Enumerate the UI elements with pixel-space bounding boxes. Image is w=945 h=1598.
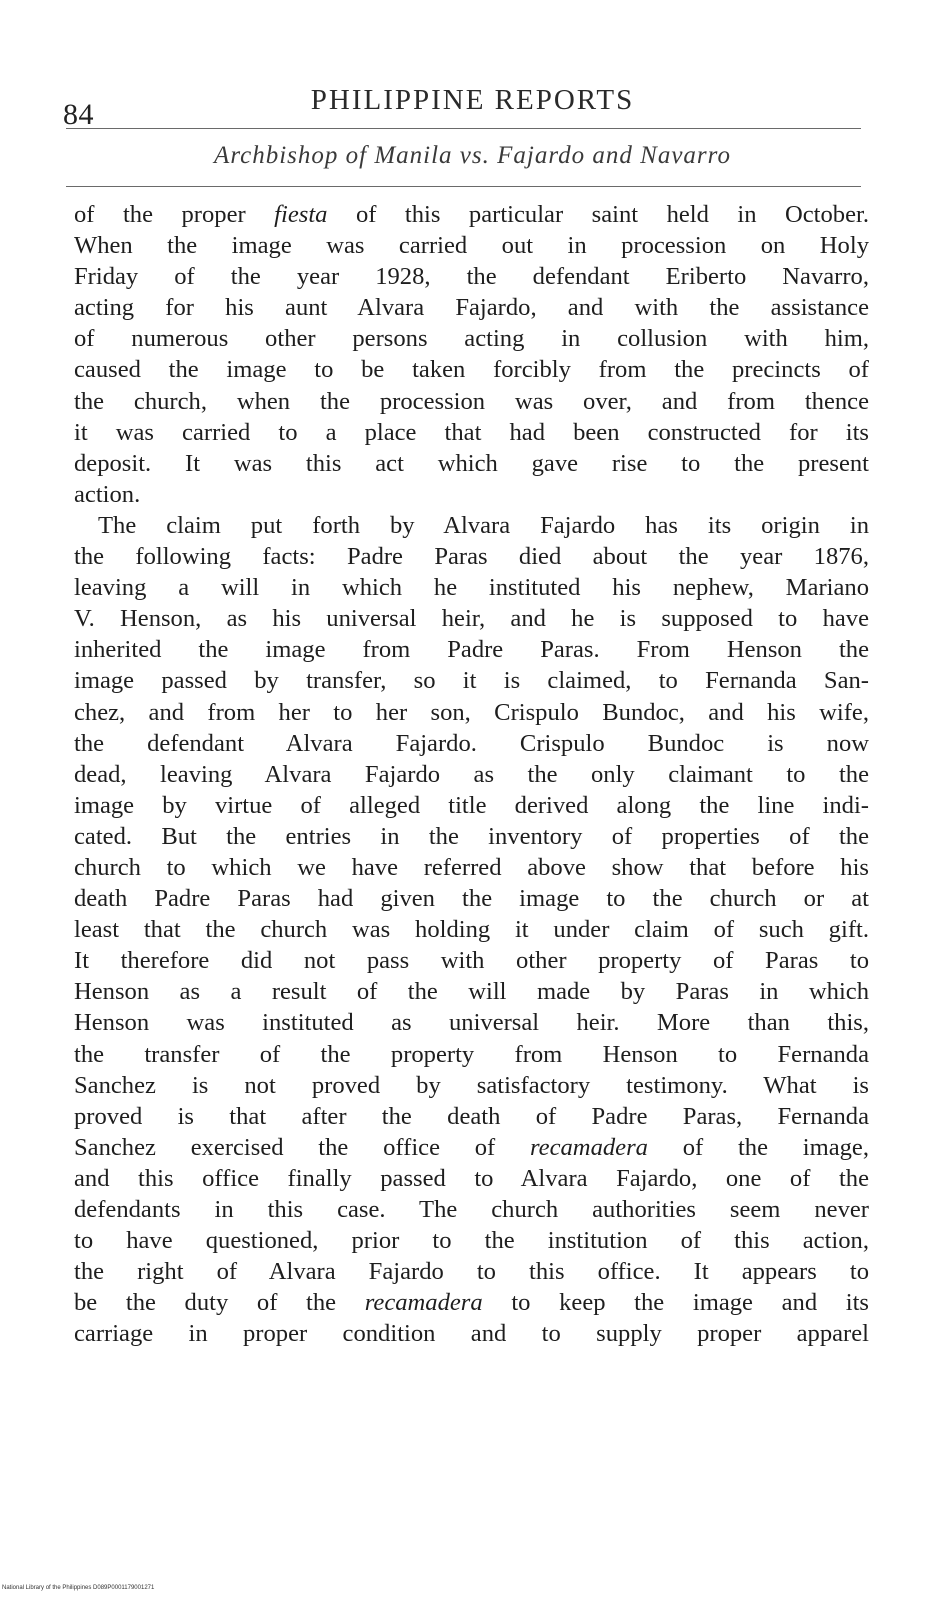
text-segment: proved is that after the death of Padre Paras, Fernanda [74,1102,869,1130]
text-line [74,945,869,976]
text-line [74,261,869,292]
text-line [74,697,869,728]
text-line [74,417,869,448]
body-text [74,199,869,1349]
text-line [74,883,869,914]
text-segment: Sanchez exercised the office of [74,1133,531,1161]
scan-credit: National Library of the Philippines D089P0001179001271 [2,1585,155,1591]
text-segment: cated. But the entries in the inventory of properties of the [74,822,869,850]
text-segment: the right of Alvara Fajardo to this office. It appears to [74,1258,869,1286]
text-segment: inherited the image from Padre Paras. From Henson the [74,636,869,664]
text-segment: The claim put forth by Alvara Fajardo has its origin in [98,511,869,539]
text-segment: It therefore did not pass with other property of Paras to [74,947,869,975]
text-segment: the church, when the procession was over, and from thence [74,387,869,415]
text-segment: image passed by transfer, so it is claimed, to Fernanda San- [74,667,869,695]
text-segment: and this office finally passed to Alvara Fajardo, one of the [74,1164,869,1192]
text-segment: of the proper [74,201,275,228]
text-segment: of numerous other persons acting in collusion with him, [74,325,869,353]
text-line [74,1163,869,1194]
text-segment: defendants in this case. The church authorities seem never [74,1196,869,1223]
header-rule-bottom [66,186,861,187]
italic-term: fiesta [274,201,328,228]
text-segment: the defendant Alvara Fajardo. Crispulo Bundoc is now [74,729,869,757]
text-line [74,1070,869,1101]
text-line [74,1318,869,1349]
text-line [74,790,869,821]
text-line [74,1132,869,1163]
text-segment: the following facts: Padre Paras died about the year 1876, [74,543,869,571]
text-segment: leaving a will in which he instituted his nephew, Mariano [74,574,869,602]
text-line [74,230,869,261]
text-segment: to keep the image and its [482,1289,869,1317]
text-line [74,1225,869,1256]
text-line [74,479,869,510]
text-segment: When the image was carried out in procession on Holy [74,232,869,260]
text-segment: dead, leaving Alvara Fajardo as the only claimant to the [74,760,869,788]
text-line [74,1287,869,1318]
text-segment: of this particular saint held in October. [327,201,870,228]
text-segment: caused the image to be taken forcibly from the precincts of [74,356,869,384]
text-line [74,1007,869,1038]
text-line [74,976,869,1007]
text-segment: church to which we have referred above show that before his [74,853,869,881]
text-line [74,852,869,883]
text-line [74,1101,869,1132]
italic-term: recamadera [364,1289,483,1317]
text-line [74,510,869,541]
text-segment: of the image, [647,1133,869,1161]
text-line [74,914,869,945]
text-segment: it was carried to a place that had been constructed for its [74,418,869,446]
text-line [74,728,869,759]
text-line [74,448,869,479]
running-title: PHILIPPINE REPORTS [310,84,635,116]
text-line [74,292,869,323]
text-line [74,572,869,603]
text-line [74,1039,869,1070]
text-line [74,354,869,385]
text-segment: be the duty of the [74,1289,365,1317]
text-segment: the transfer of the property from Henson to Fernanda [74,1040,869,1068]
italic-term: recamadera [530,1133,648,1161]
text-segment: least that the church was holding it under claim of such gift. [74,916,869,944]
case-title: Archbishop of Manila vs. Fajardo and Navarro [214,142,731,169]
page-number: 84 [63,98,94,131]
text-line [74,1256,869,1287]
text-segment: Sanchez is not proved by satisfactory testimony. What is [74,1071,869,1099]
text-line [74,1194,869,1225]
text-line [74,665,869,696]
text-line [74,759,869,790]
text-line [74,323,869,354]
text-segment: to have questioned, prior to the institution of this action, [74,1227,869,1255]
text-segment: V. Henson, as his universal heir, and he is supposed to have [74,605,869,633]
text-line [74,386,869,417]
header-rule-top [66,128,861,129]
text-segment: carriage in proper condition and to supply proper apparel [74,1320,869,1348]
text-segment: acting for his aunt Alvara Fajardo, and with the assistance [74,294,869,322]
text-line [74,634,869,665]
text-line [74,821,869,852]
text-line [74,603,869,634]
text-segment: chez, and from her to her son, Crispulo Bundoc, and his wife, [74,698,869,726]
text-segment: Friday of the year 1928, the defendant Eriberto Navarro, [74,263,869,291]
text-segment: Henson as a result of the will made by Paras in which [74,978,869,1006]
text-line [74,541,869,572]
text-line [74,199,869,230]
text-segment: death Padre Paras had given the image to the church or at [74,885,869,913]
text-segment: Henson was instituted as universal heir. More than this, [74,1009,869,1037]
text-segment: image by virtue of alleged title derived along the line indi- [74,791,869,819]
text-segment: action. [74,480,141,508]
text-segment: deposit. It was this act which gave rise to the present [74,449,869,477]
